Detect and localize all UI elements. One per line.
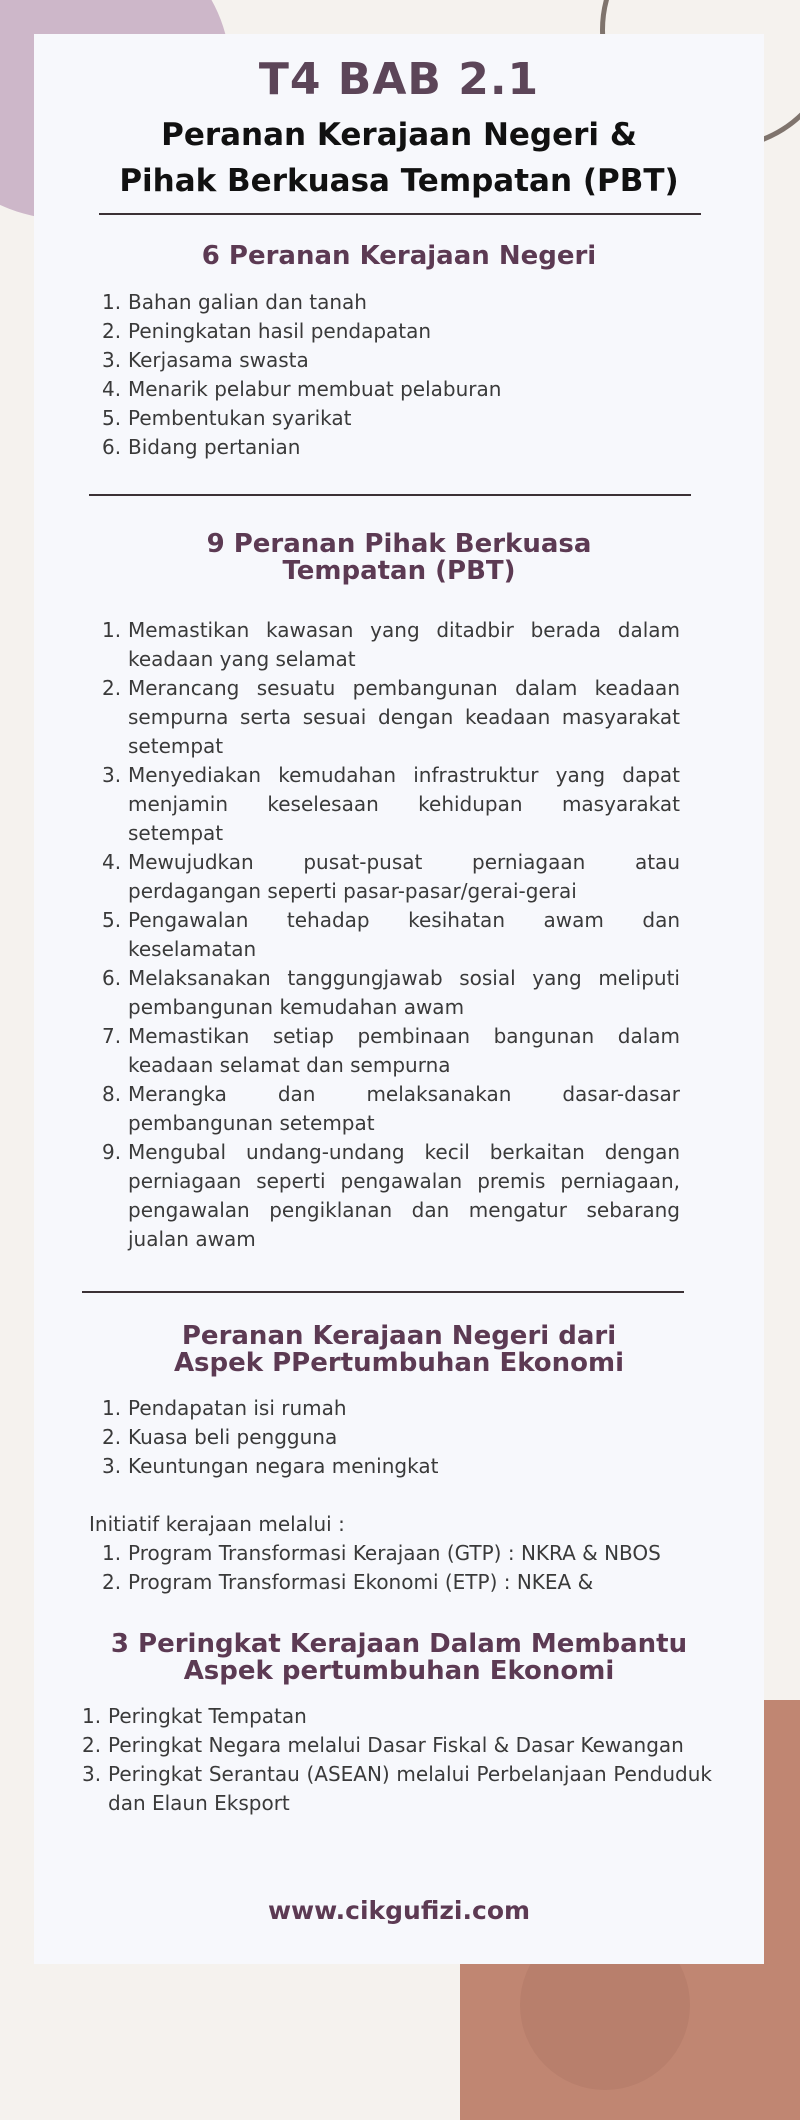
list-initiatives <box>102 1539 722 1597</box>
list-item: 6. Melaksanakan tanggungjawab sosial yang meliputi pembangunan kemudahan awam <box>102 966 680 1019</box>
list-item: 3. Peringkat Serantau (ASEAN) melalui Perbelanjaan Penduduk dan Elaun Eksport <box>82 1762 712 1815</box>
divider <box>89 494 691 496</box>
list-item: 1. Program Transformasi Kerajaan (GTP) : NKRA & NBOS <box>102 1541 661 1565</box>
list-item: 4. Menarik pelabur membuat pelaburan <box>102 377 502 401</box>
list-item: 7. Memastikan setiap pembinaan bangunan dalam keadaan selamat dan sempurna <box>102 1024 680 1077</box>
section-heading-pbt: 9 Peranan Pihak Berkuasa Tempatan (PBT) <box>206 529 592 586</box>
list-item: 2. Kuasa beli pengguna <box>102 1425 338 1449</box>
website-link[interactable]: www.cikgufizi.com <box>267 1896 531 1925</box>
section-heading-kerajaan-negeri: 6 Peranan Kerajaan Negeri <box>201 241 597 271</box>
list-item: 4. Mewujudkan pusat-pusat perniagaan atau perdagangan seperti pasar-pasar/gerai-gerai <box>102 850 680 903</box>
list-item: 5. Pembentukan syarikat <box>102 406 352 430</box>
list-item: 8. Merangka dan melaksanakan dasar-dasar pembangunan setempat <box>102 1082 680 1135</box>
list-item: 2. Peringkat Negara melalui Dasar Fiskal & Dasar Kewangan <box>82 1733 684 1757</box>
list-pertumbuhan-ekonomi <box>102 1394 702 1481</box>
list-item: 3. Menyediakan kemudahan infrastruktur yang dapat menjamin keselesaan kehidupan masyarakat setempat <box>102 763 680 845</box>
list-peranan-pbt <box>102 616 680 1254</box>
list-item: 2. Program Transformasi Ekonomi (ETP) : NKEA & <box>102 1570 594 1594</box>
subtitle-line-2: Pihak Berkuasa Tempatan (PBT) <box>119 163 679 199</box>
list-item: 2. Merancang sesuatu pembangunan dalam keadaan sempurna serta sesuai dengan keadaan masyarakat setempat <box>102 676 680 758</box>
subtitle-line-1: Peranan Kerajaan Negeri & <box>161 117 637 153</box>
infographic-card <box>34 34 764 1964</box>
list-peranan-kerajaan-negeri <box>102 288 702 462</box>
list-item: 3. Kerjasama swasta <box>102 348 309 372</box>
page-subtitle <box>34 112 764 204</box>
divider <box>99 213 701 215</box>
section-heading-pertumbuhan-ekonomi: Peranan Kerajaan Negeri dari Aspek PPertumbuhan Ekonomi <box>173 1321 625 1378</box>
section-heading-peringkat-kerajaan: 3 Peringkat Kerajaan Dalam Membantu Aspek pertumbuhan Ekonomi <box>110 1629 688 1686</box>
page-title: T4 BAB 2.1 <box>258 54 540 105</box>
list-item: 3. Keuntungan negara meningkat <box>102 1454 439 1478</box>
list-item: 1. Bahan galian dan tanah <box>102 290 367 314</box>
list-item: 6. Bidang pertanian <box>102 435 301 459</box>
list-item: 2. Peningkatan hasil pendapatan <box>102 319 432 343</box>
list-item: 9. Mengubal undang-undang kecil berkaitan dengan perniagaan seperti pengawalan premis perniagaan, pengawalan pengiklanan dan mengatur sebarang jualan awam <box>102 1140 680 1251</box>
list-item: 5. Pengawalan tehadap kesihatan awam dan keselamatan <box>102 908 680 961</box>
list-item: 1. Memastikan kawasan yang ditadbir berada dalam keadaan yang selamat <box>102 618 680 671</box>
initiative-label: Initiatif kerajaan melalui : <box>89 1512 345 1536</box>
divider <box>82 1291 684 1293</box>
list-item: 1. Pendapatan isi rumah <box>102 1396 347 1420</box>
list-peringkat-kerajaan <box>82 1702 712 1818</box>
list-item: 1. Peringkat Tempatan <box>82 1704 307 1728</box>
